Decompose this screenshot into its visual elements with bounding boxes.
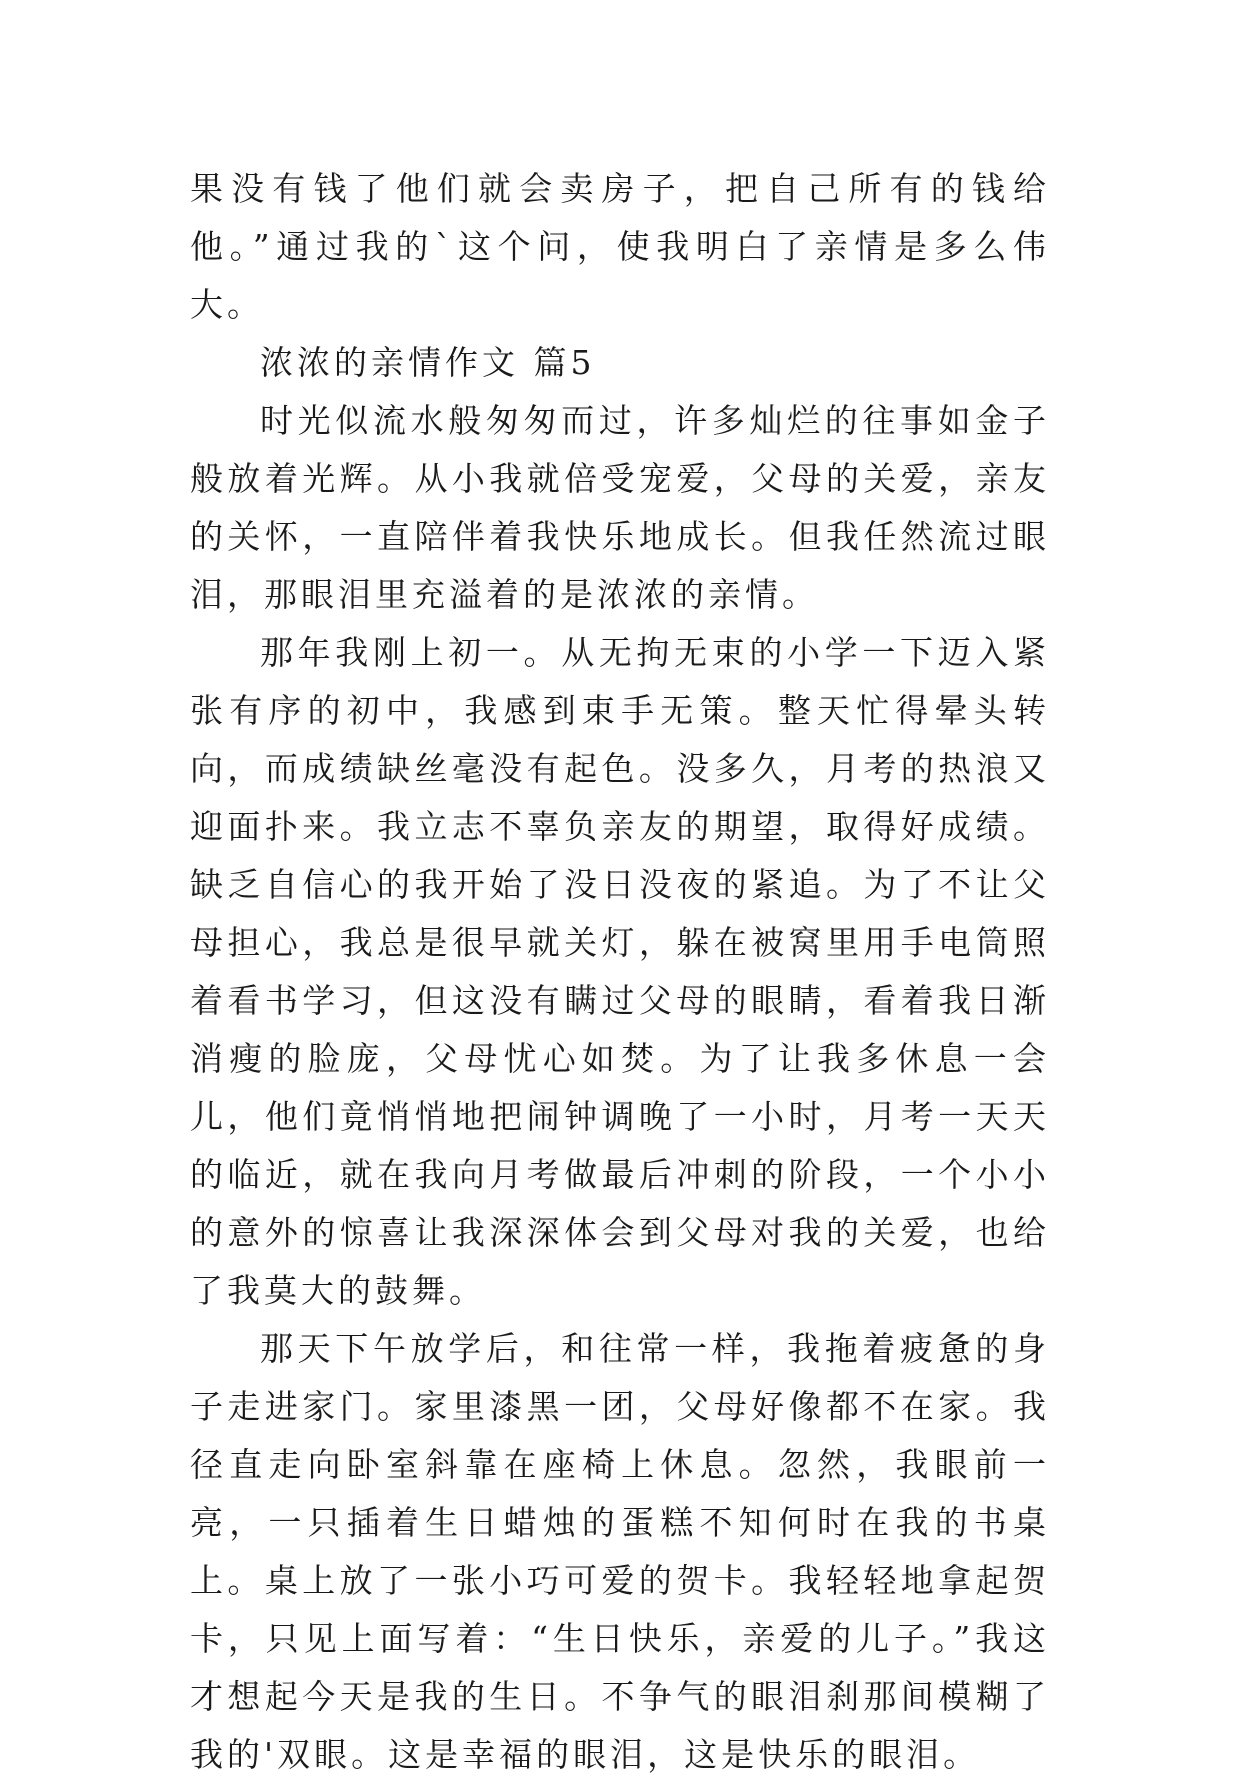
body-paragraph: 时光似流水般匆匆而过，许多灿烂的往事如金子般放着光辉。从小我就倍受宠爱，父母的关爱，亲友的关怀，一直陪伴着我快乐地成长。但我任然流过眼泪，那眼泪里充溢着的是浓浓的亲情。	[190, 401, 1050, 614]
body-paragraph: 那天下午放学后，和往常一样，我拖着疲惫的身子走进家门。家里漆黑一团，父母好像都不在家。我径直走向卧室斜靠在座椅上休息。忽然，我眼前一亮，一只插着生日蜡烛的蛋糕不知何时在我的书桌上。桌上放了一张小巧可爱的贺卡。我轻轻地拿起贺卡，只见上面写着：“生日快乐，亲爱的儿子。”我这才想起今天是我的生日。不争气的眼泪刹那间模糊了我的'双眼。这是幸福的眼泪，这是快乐的眼泪。	[190, 1329, 1050, 1774]
continuation-paragraph: 果没有钱了他们就会卖房子，把自己所有的钱给他。”通过我的`这个问，使我明白了亲情是多么伟大。	[190, 169, 1050, 324]
section-heading: 浓浓的亲情作文 篇5	[260, 343, 596, 382]
document-body	[190, 160, 1050, 1784]
body-paragraph: 那年我刚上初一。从无拘无束的小学一下迈入紧张有序的初中，我感到束手无策。整天忙得晕头转向，而成绩缺丝毫没有起色。没多久，月考的热浪又迎面扑来。我立志不辜负亲友的期望，取得好成绩。缺乏自信心的我开始了没日没夜的紧追。为了不让父母担心，我总是很早就关灯，躲在被窝里用手电筒照着看书学习，但这没有瞒过父母的眼睛，看着我日渐消瘦的脸庞，父母忧心如焚。为了让我多休息一会儿，他们竟悄悄地把闹钟调晚了一小时，月考一天天的临近，就在我向月考做最后冲刺的阶段，一个小小的意外的惊喜让我深深体会到父母对我的关爱，也给了我莫大的鼓舞。	[190, 633, 1050, 1310]
